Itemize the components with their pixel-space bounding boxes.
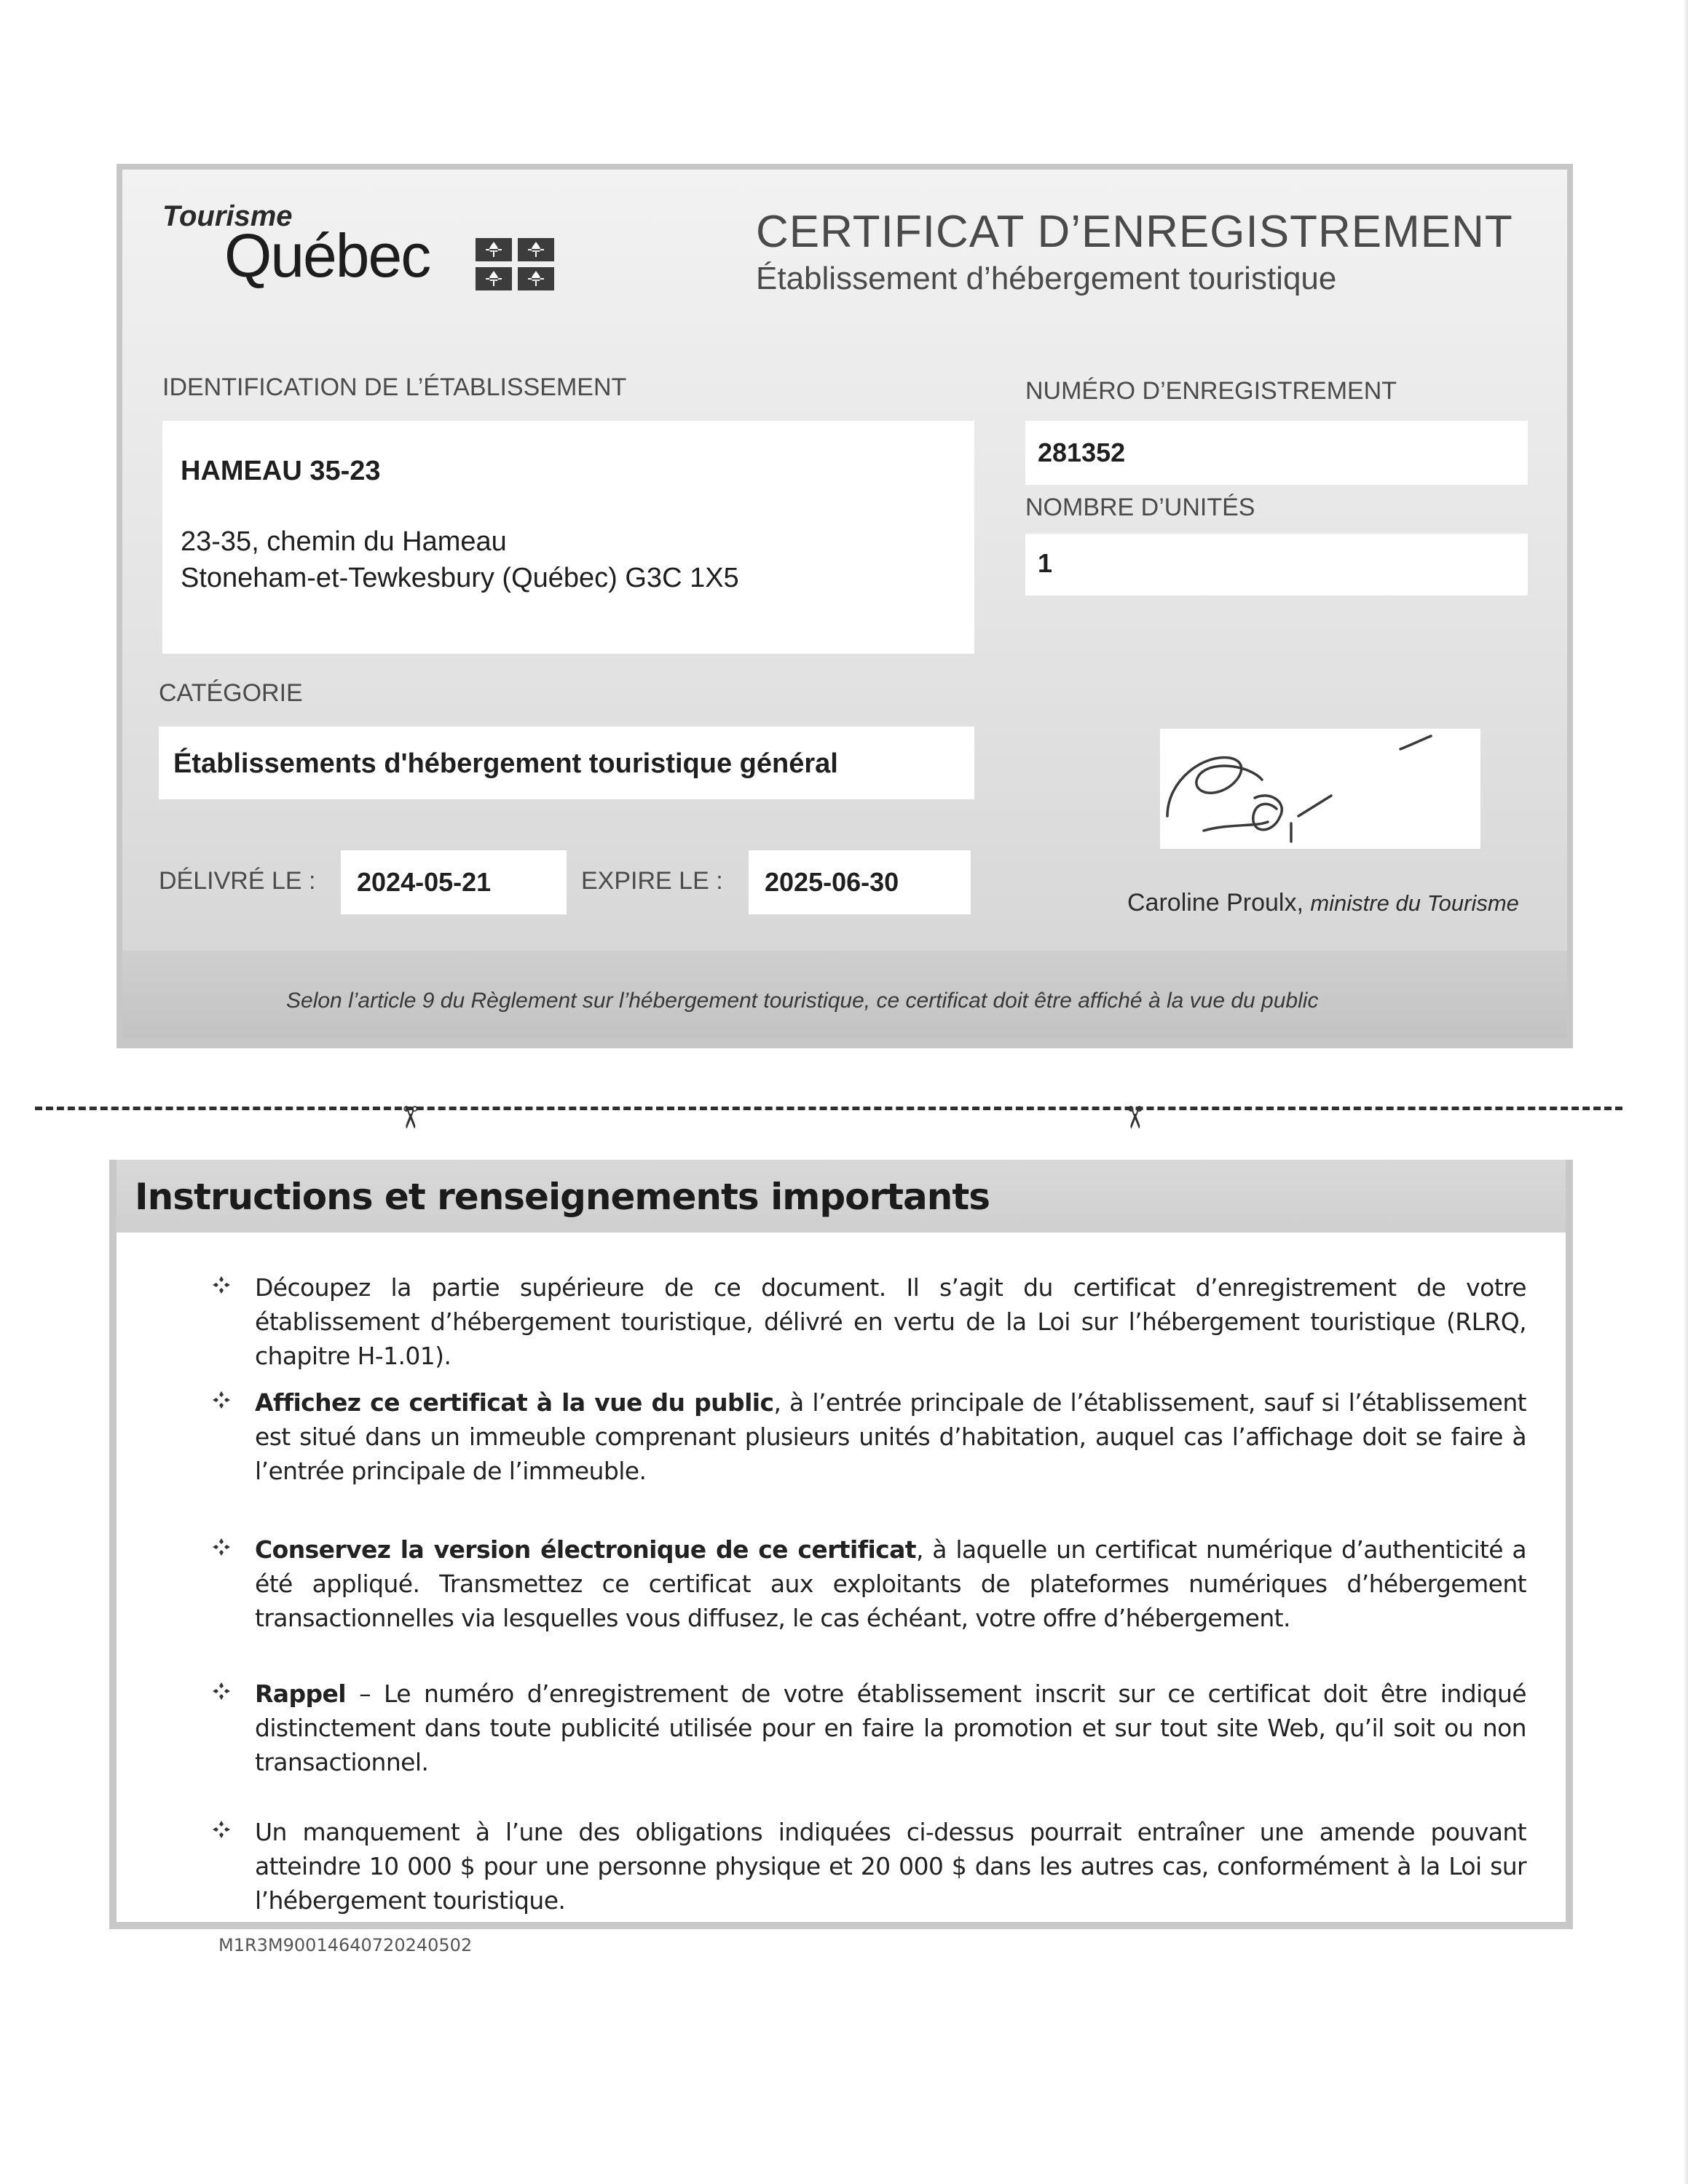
instruction-text: [255, 1815, 1526, 1918]
minister-name: Caroline Proulx,: [1127, 889, 1304, 917]
expires-value: 2025-06-30: [765, 867, 899, 897]
instruction-body: Un manquement à l’une des obligations indiquées ci-dessus pourrait entraîner une amende pouvant atteindre 10 000 $ pour une personne physique et 20 000 $ dans les autres cas, conformément à la Loi sur l’hébergement touristique.: [255, 1818, 1526, 1915]
minister-signature: [1160, 729, 1480, 849]
instructions-header: [117, 1160, 1566, 1233]
units-label: NOMBRE D’UNITÉS: [1025, 494, 1255, 521]
identification-label: IDENTIFICATION DE L’ÉTABLISSEMENT: [162, 373, 627, 401]
certificate-subtitle: Établissement d’hébergement touristique: [756, 261, 1337, 296]
instruction-body: , à l’entrée principale de l’établissement, sauf si l’établissement est situé dans un immeuble comprenant plusieurs unités d’habitation, auquel cas l’affichage doit se faire à l’entrée principale de l’immeuble.: [255, 1388, 1526, 1485]
instruction-text: [255, 1385, 1526, 1488]
instruction-emphasis: Rappel: [255, 1679, 347, 1708]
instruction-body: Découpez la partie supérieure de ce document. Il s’agit du certificat d’enregistrement de votre établissement d’hébergement touristique, délivré en vertu de la Loi sur l’hébergement touristique (RLRQ, chapitre H-1.01).: [255, 1273, 1526, 1370]
display-notice: Selon l’article 9 du Règlement sur l’hébergement touristique, ce certificat doit être affiché à la vue du public: [286, 989, 1319, 1013]
scan-edge: [1684, 0, 1688, 2184]
diamond-bullet-icon: [211, 1819, 232, 1840]
diamond-bullet-icon: [211, 1537, 232, 1557]
instruction-body: – Le numéro d’enregistrement de votre établissement inscrit sur ce certificat doit être indiqué distinctement dans toute publicité utilisée pour en faire la promotion et sur tout site Web, qu’il soit ou non transactionnel.: [255, 1679, 1526, 1776]
instruction-text: [255, 1677, 1526, 1779]
reference-code: M1R3M90014640720240502: [218, 1935, 473, 1955]
issued-label: DÉLIVRÉ LE :: [159, 867, 316, 895]
address-line-1: 23-35, chemin du Hameau: [181, 526, 507, 557]
scissors-icon: ✂: [393, 1104, 427, 1131]
category-value: Établissements d'hébergement touristique général: [173, 748, 838, 779]
registration-number-value: 281352: [1038, 438, 1126, 467]
instructions-panel: [109, 1160, 1573, 1929]
establishment-name: HAMEAU 35-23: [181, 456, 381, 486]
address-line-2: Stoneham-et-Tewkesbury (Québec) G3C 1X5: [181, 563, 739, 593]
scissors-icon: ✂: [1117, 1104, 1152, 1131]
units-box: [1025, 534, 1528, 596]
instructions-title: Instructions et renseignements importants: [135, 1176, 990, 1218]
instruction-emphasis: Conservez la version électronique de ce certificat: [255, 1535, 916, 1564]
instruction-text: [255, 1532, 1526, 1635]
diamond-bullet-icon: [211, 1681, 232, 1701]
units-value: 1: [1038, 548, 1053, 578]
expires-label: EXPIRE LE :: [581, 867, 723, 895]
instruction-body: , à laquelle un certificat numérique d’authenticité a été appliqué. Transmettez ce certificat aux exploitants de plateformes numériques d’hébergement transactionnelles via lesquelles vous diffusez, le cas échéant, votre offre d’hébergement.: [255, 1535, 1526, 1632]
certificate-title: CERTIFICAT D’ENREGISTREMENT: [756, 207, 1513, 257]
certificate-card: [117, 164, 1573, 1048]
instruction-text: [255, 1270, 1526, 1373]
instruction-emphasis: Affichez ce certificat à la vue du public: [255, 1388, 774, 1417]
minister-title: ministre du Tourisme: [1310, 890, 1519, 916]
fleur-de-lis-flag-icon: [476, 238, 557, 293]
minister-credit: [1127, 889, 1519, 917]
category-label: CATÉGORIE: [159, 679, 303, 707]
logo-line-quebec: Québec: [224, 221, 430, 290]
logo-line-tourisme: Tourisme: [162, 200, 293, 232]
diamond-bullet-icon: [211, 1275, 232, 1295]
tourisme-quebec-logo: [155, 200, 534, 302]
diamond-bullet-icon: [211, 1390, 232, 1410]
registration-number-label: NUMÉRO D’ENREGISTREMENT: [1025, 377, 1397, 405]
cut-line: [35, 1107, 1622, 1110]
issued-value: 2024-05-21: [357, 867, 492, 897]
